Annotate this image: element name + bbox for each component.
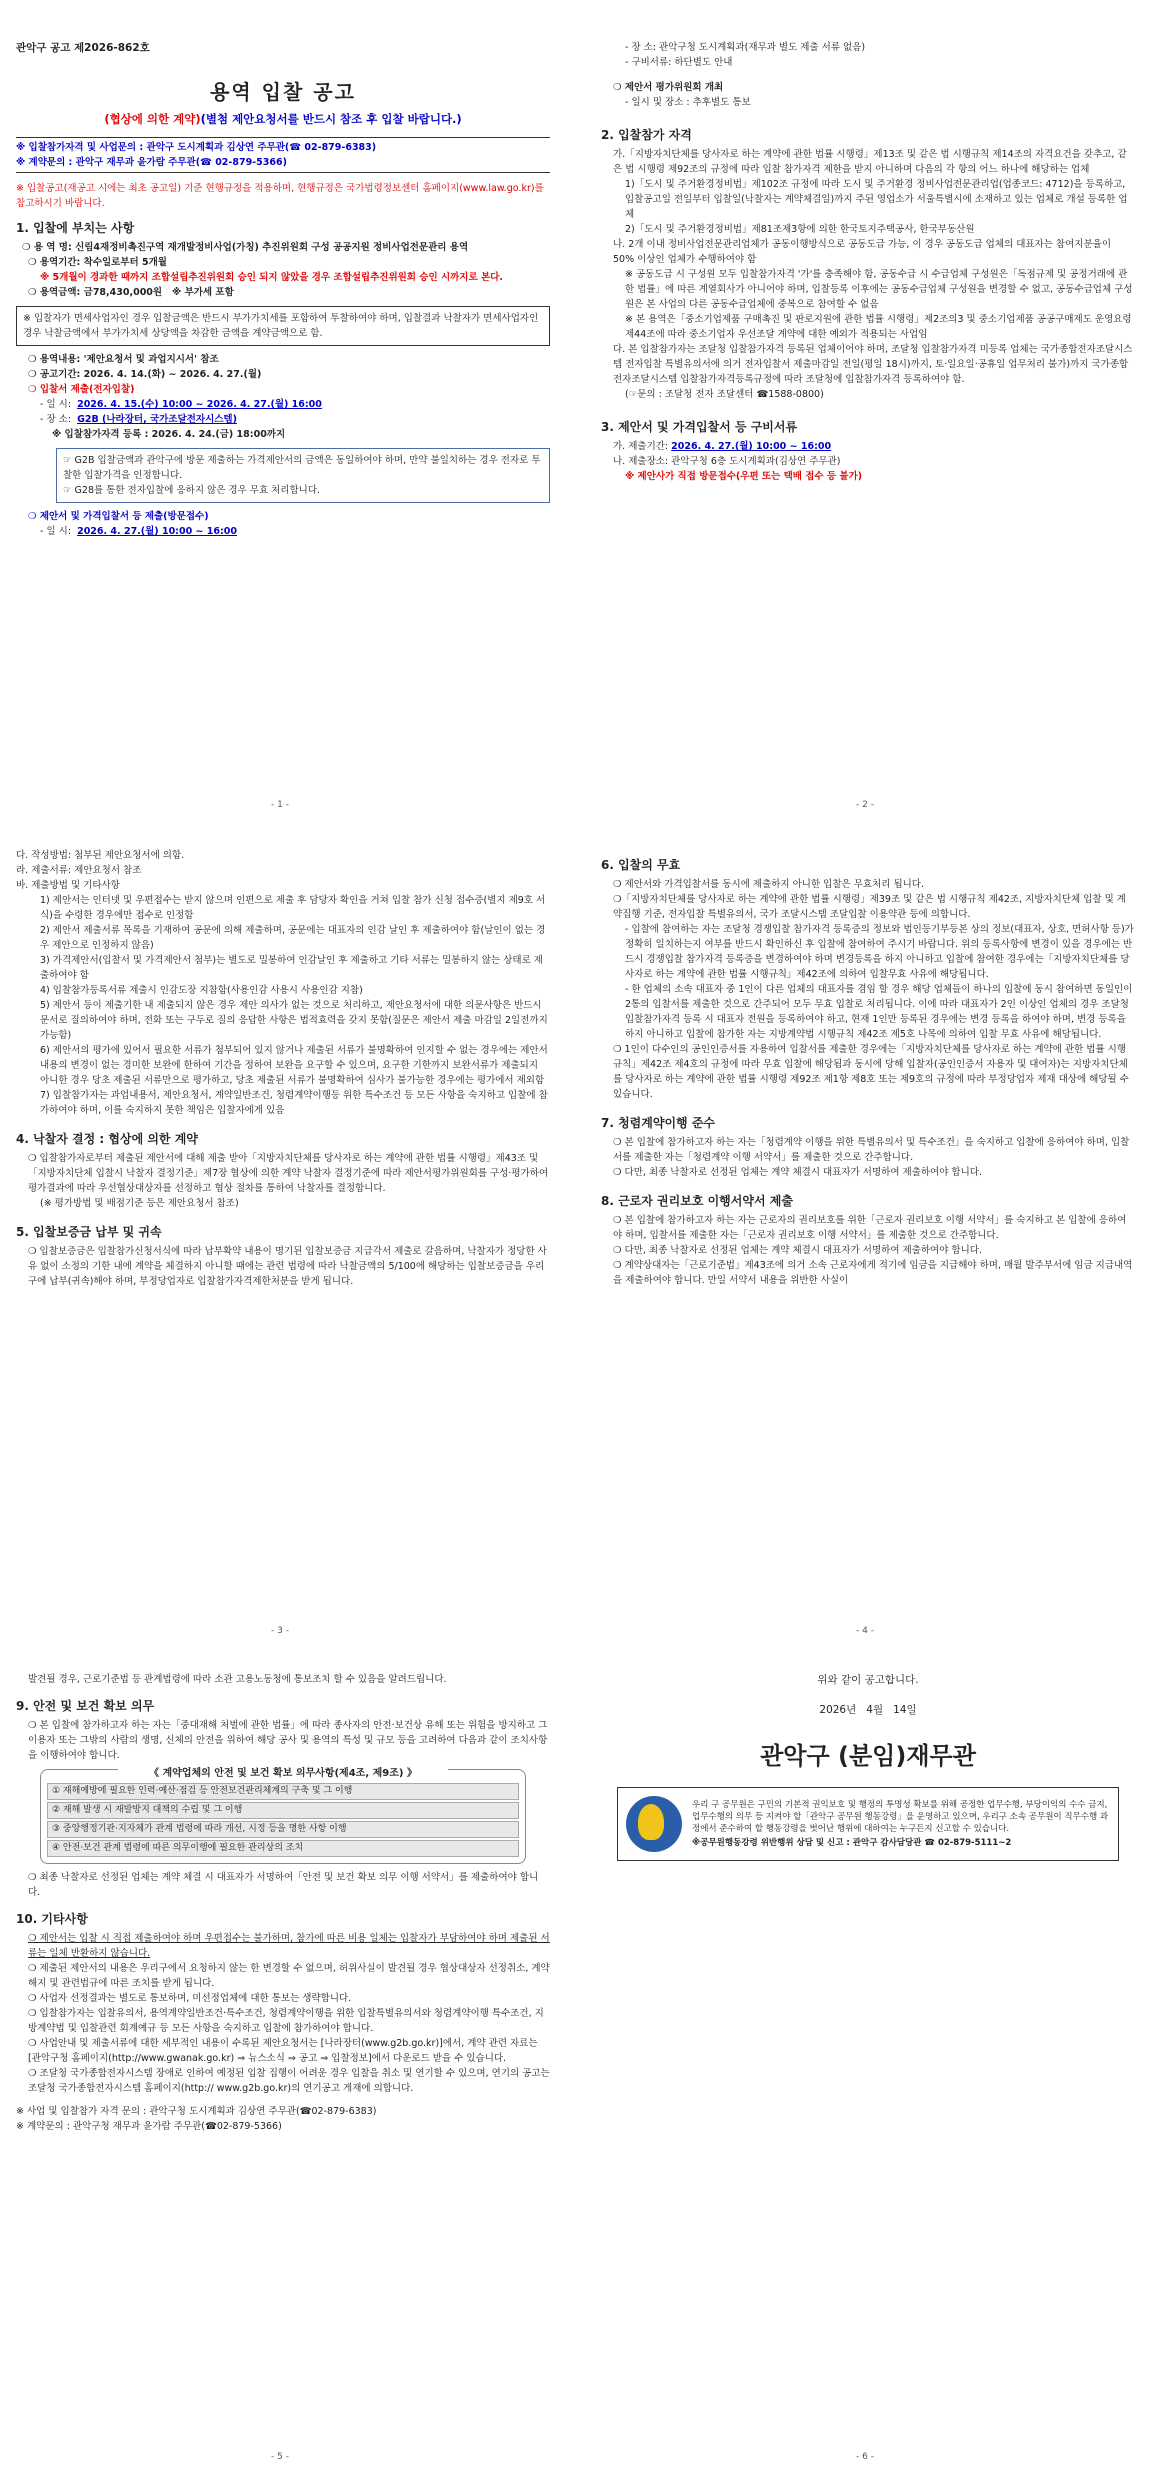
closing-statement: 위와 같이 공고합니다. xyxy=(817,1674,919,1686)
award-decision: ❍ 입찰참가자로부터 제출된 제안서에 대해 제출 받아「지방자치단체를 당사자로 하는 계약에 관한 법률 시행령」제43조 및「지방자치단체 입찰시 낙찰자 결정기준」제7장 협상에 의한 계약 낙찰자 결정기준에 따라 제안서평가위원회를 구성·평가하여 평가결과에 따라 우선협상대상자를 선정하고 협상 절차를 통하여 낙찰자를 결정합니다. xyxy=(28,1153,549,1194)
section-1-heading: 1. 입찰에 부치는 사항 xyxy=(16,221,135,235)
section-9-heading: 9. 안전 및 보건 확보 의무 xyxy=(16,1699,155,1713)
footer-contact-contract: ※ 계약문의 : 관악구청 재무과 윤가람 주무관(☎02-879-5366) xyxy=(16,2121,282,2132)
integrity-1: ❍ 본 입찰에 참가하고자 하는 자는「청렴계약 이행을 위한 특별유의서 및 특수조건」을 숙지하고 입찰에 응하여야 하며, 입찰서를 제출한 자는「청렴계약 이행 서약서」를 제출한 것으로 간주합니다. xyxy=(613,1137,1130,1163)
table-row: ③ 중앙행정기관·지자체가 관계 법령에 따라 개선, 시정 등을 명한 사항 이행 xyxy=(47,1821,519,1838)
visit-date: - 일 시: 2026. 4. 27.(월) 10:00 ~ 16:00 xyxy=(40,526,238,537)
writing-method: 다. 작성방법: 첨부된 제안요청서에 의함. xyxy=(16,850,185,861)
publication-period: ❍ 공고기간: 2026. 4. 14.(화) ~ 2026. 4. 27.(월) xyxy=(28,369,262,380)
submit-item-7: 7) 입찰참가자는 과업내용서, 제안요청서, 계약일반조건, 청렴계약이행등 위한 특수조건 등 모든 사항을 숙지하고 입찰에 참가하여야 하며, 이를 숙지하지 못한 책임은 입찰자에게 있음 xyxy=(40,1090,548,1116)
page-number: - 6 - xyxy=(856,2452,874,2462)
submission-location: 나. 제출장소: 관악구청 6층 도시계획과(김상연 주무관) xyxy=(613,456,841,467)
announcement-date: 2026년 4월 14일 xyxy=(819,1704,917,1716)
period-note: ※ 5개월이 경과한 때까지 조합설립추진위원회 승인 되지 않았을 경우 조합설립추진위원회 승인 시까지로 본다. xyxy=(40,272,503,283)
law-note: ※ 입찰공고(재공고 시에는 최초 공고일) 기준 현행규정을 적용하며, 현행규정은 국가법령정보센터 홈페이지(www.law.go.kr)를 참고하시기 바랍니다. xyxy=(16,183,544,209)
qualification-a: 가.「지방자치단체를 당사자로 하는 계약에 관한 법률 시행령」제13조 및 같은 법 시행규칙 제14조의 자격요건을 갖추고, 같은 법 시행령 제92조의 규정에 따라 입찰 참가자격 제한을 받지 아니하며 다음의 각 항의 어느 하나에 해당하는 업체 xyxy=(613,149,1127,175)
qualification-b-note2: ※ 본 용역은「중소기업제품 구매촉진 및 판로지원에 관한 법률 시행령」제2조의3 및 중소기업제품 공공구매제도 운영요령 제44조에 따라 중소기업자 우선조달 계약에 대한 예외가 적용되는 사업임 xyxy=(625,314,1132,340)
invalid-1: ❍ 제안서와 가격입찰서를 동시에 제출하지 아니한 입찰은 무효처리 됩니다. xyxy=(613,879,925,890)
page-3 xyxy=(0,826,560,1652)
section-7-heading: 7. 청렴계약이행 준수 xyxy=(601,1116,716,1130)
page-1 xyxy=(0,0,560,826)
section-8-heading: 8. 근로자 권리보호 이행서약서 제출 xyxy=(601,1194,793,1208)
page-5 xyxy=(0,1652,560,2478)
misc-3: ❍ 사업자 선정결과는 별도로 통보하며, 미선정업체에 대한 통보는 생략합니다. xyxy=(28,1993,352,2004)
footer-contact-business: ※ 사업 및 입찰참가 자격 문의 : 관악구청 도시계획과 김상연 주무관(☎02-879-6383) xyxy=(16,2106,377,2117)
service-contents: ❍ 용역내용: '제안요청서 및 과업지시서' 참조 xyxy=(28,354,219,365)
visit-only-note: ※ 제안사가 직접 방문접수(우편 또는 택배 접수 등 불가) xyxy=(625,471,863,482)
page-number: - 1 - xyxy=(271,800,289,810)
submission-period: 가. 제출기간: 2026. 4. 27.(월) 10:00 ~ 16:00 xyxy=(613,441,832,452)
safety-pledge: ❍ 최종 낙찰자로 선정된 업체는 계약 체결 시 대표자가 서명하여「안전 및 보건 확보 의무 이행 서약서」를 제출하여야 합니다. xyxy=(28,1872,539,1898)
safety-obligation-table xyxy=(40,1769,526,1864)
issuing-department: 관악구 (분임)재무관 xyxy=(760,1742,976,1770)
safety-duty: ❍ 본 입찰에 참가하고자 하는 자는「중대재해 처벌에 관한 법률」에 따라 종사자의 안전·보건상 유해 또는 위험을 방지하고 그 이용자 또는 그밖의 사람의 생명, 신체의 안전을 위하여 해당 공사 및 용역의 특성 및 규모 등을 고려하여 다음과 같이 조치사항을 이행하여야 합니다. xyxy=(28,1720,548,1761)
g2b-notice-box: ☞ G2B 입찰금액과 관악구에 방문 제출하는 가격제안서의 금액은 동일하여야 하며, 만약 불일치하는 경우 전자로 투찰한 입찰가격을 인정합니다. ☞ G28를 통한 전자입찰에 응하지 않은 경우 무효 처리합니다. xyxy=(56,448,550,503)
section-4-heading: 4. 낙찰자 결정 : 협상에 의한 계약 xyxy=(16,1132,198,1146)
submission-place: - 장 소: 관악구청 도시계획과(재무과 별도 제출 서류 없음) xyxy=(625,42,866,53)
page-number: - 3 - xyxy=(271,1626,289,1636)
submit-item-5: 5) 제안서 등이 제출기한 내 제출되지 않은 경우 제안 의사가 없는 것으로 처리하고, 제안요청서에 대한 의문사항은 반드시 문서로 질의하여야 하며, 전화 또는 구두로 질의 응답한 사항은 법적효력을 갖지 못함(질문은 제안서 제출 마감일 2일전까지 가능함) xyxy=(40,1000,548,1041)
page-number: - 4 - xyxy=(856,1626,874,1636)
worker-rights-3: ❍ 계약상대자는「근로기준법」제43조에 의거 소속 근로자에게 적기에 임금을 지급해야 하며, 매월 발주부서에 임금 지급내역을 제출하여야 합니다. 만일 서약서 내용을 위반한 사실이 xyxy=(613,1260,1133,1286)
section-2-heading: 2. 입찰참가 자격 xyxy=(601,128,692,142)
table-row: ④ 안전·보건 관계 법령에 따른 의무이행에 필요한 관리상의 조치 xyxy=(47,1840,519,1857)
page-4 xyxy=(585,826,1145,1652)
invalid-4: - 한 업체의 소속 대표자 중 1인이 다른 업체의 대표자를 겸임 할 경우 해당 업체들이 하나의 입찰에 동시 참여하면 동일인이 2통의 입찰서를 제출한 것으로 간주되어 모두 무효 입찰로 처리됩니다. 이에 따라 대표자가 2인 이상인 업체의 경우 조달청 입찰참가자격 등록 시 대표자 전원을 등록하여야 하고, 현재 1인만 등록된 경우에는 변경 등록을 하여야 하며, 변경 등록을 하지 아니하고 입찰에 참가한 자는 지방계약법 시행규칙 제42조 제5호 나목에 의하여 입찰 무효 사유에 해당됩니다. xyxy=(625,984,1133,1040)
qualification-c: 다. 본 입찰참가자는 조달청 입찰참가자격 등록된 업체이어야 하며, 조달청 입찰참가자격 미등록 업체는 국가종합전자조달시스템 전자입찰 특별유의서에 의거 전자입찰서 제출마감일 전일(평일 18시)까지, 토·일요일·공휴일 업무처리 불가)까지 국가종합전자조달시스템 입찰참가자격등록규정에 따라 조달청에 입찰참가자격 등록하여야 함. xyxy=(613,344,1133,385)
section-10-heading: 10. 기타사항 xyxy=(16,1912,88,1926)
submit-item-6: 6) 제안서의 평가에 있어서 필요한 서류가 첨부되어 있지 않거나 제출된 서류가 불명확하여 인지할 수 없는 경우에는 제안서 내용의 변경이 없는 경미한 보완에 한하여 기간을 정하여 보완을 요구할 수 있으며, 요구한 기한까지 보완서류가 제출되지 아니한 경우 당초 제출된 서류만으로 평가하고, 당초 제출된 서류가 불명확하여 심사가 불가능한 경우에는 평가에서 제외함 xyxy=(40,1045,548,1086)
contact-line-contract: ※ 계약문의 : 관악구 재무과 윤가람 주무관(☎ 02-879-5366) xyxy=(16,157,287,168)
service-name: ❍ 용 역 명: 신림4재정비촉진구역 재개발정비사업(가칭) 추진위원회 구성 공공지원 정비사업전문관리 용역 xyxy=(22,242,469,253)
contact-line-business: ※ 입찰참가자격 및 사업문의 : 관악구 도시계획과 김상연 주무관(☎ 02-879-6383) xyxy=(16,142,377,153)
invalid-5: ❍ 1인이 다수인의 공인인증서를 자용하여 입찰서를 제출한 경우에는「지방자치단체를 당사자로 하는 계약에 관한 법률 시행규칙」제42조 제4호의 규정에 따라 무효 입찰에 해당됨과 동시에 당해 입찰자(공인인증서 자용자 및 대여자)는 지방자치단체를 당사자로 하는 계약에 관한 법률 시행령 제92조 제1항 제8호 또는 제9호의 규정에 따라 부정당업자 제재 대상에 해당될 수 있습니다. xyxy=(613,1044,1129,1100)
misc-4: ❍ 입찰참가자는 입찰유의서, 용역계약일반조건·특수조건, 청렴계약이행을 위한 입찰특별유의서와 청렴계약이행 특수조건, 지방계약법 및 입찰관련 회계예규 등 모든 사항을 숙지하고 입찰에 참가하여야 합니다. xyxy=(28,2008,544,2034)
vat-notice-box: ※ 입찰자가 면세사업자인 경우 입찰금액은 반드시 부가가치세를 포함하여 투찰하여야 하며, 입찰결과 낙찰자가 면세사업자인 경우 낙찰금액에서 부가가치세 상당액을 차감한 금액을 계약금액으로 함. xyxy=(16,306,550,346)
submit-item-2: 2) 제안서 제출서류 목록을 기재하여 공문에 의해 제출하며, 공문에는 대표자의 인감 날인 후 제출하여야 함(날인이 없는 경우 제안으로 인정하지 않음) xyxy=(40,925,546,951)
award-note: (※ 평가방법 및 배점기준 등은 제안요청서 참조) xyxy=(40,1198,239,1209)
service-period: ❍ 용역기간: 착수일로부터 5개월 xyxy=(28,257,167,268)
submit-item-4: 4) 입찰참가등록서류 제출시 인감도장 지참함(사용인감 사용시 사용인감 지참) xyxy=(40,985,363,996)
qualification-a1: 1)「도시 및 주거환경정비법」제102조 규정에 따라 도시 및 주거환경 정비사업전문관리업(업종코드: 4712)을 등록하고, 입찰공고일 전일부터 입찰일(낙찰자는 계약체결일)까지 주된 영업소가 서울특별시에 소재하고 있는 업체로 개설 등록한 업체 xyxy=(625,179,1128,220)
notice-title: 용역 입찰 공고 xyxy=(210,80,356,104)
misc-2: ❍ 제출된 제안서의 내용은 우리구에서 요청하지 않는 한 변경할 수 없으며, 허위사실이 발견될 경우 협상대상자 선정취소, 계약해지 및 관련법규에 따른 조치를 받게 됩니다. xyxy=(28,1963,550,1989)
misc-5: ❍ 사업안내 및 제출서류에 대한 세부적인 내용이 수록된 제안요청서는 [나라장터(www.g2b.go.kr)]에서, 계약 관련 자료는 [관악구청 홈페이지(http://www.gwanak.go.kr) ⇒ 뉴스소식 ⇒ 공고 ⇒ 입찰정보]에서 다운로드 받을 수 있습니다. xyxy=(28,2038,538,2064)
ethics-notice-text: 우리 구 공무원은 구민의 기본적 권익보호 및 행정의 투명성 확보를 위해 공정한 업무수행, 부당이익의 수수 금지, 업무수행의 의무 등 지켜야 할「관악구 공무원 행동강령」을 운영하고 있으며, 우리구 소속 공무원이 직무수행 과정에서 준수하여 할 행동강령을 벗어난 행위에 대하여는 누구든지 신고할 수 있습니다. xyxy=(692,1800,1109,1834)
required-docs: - 구비서류: 하단별도 안내 xyxy=(625,57,733,68)
eval-committee: ❍ 제안서 평가위원회 개최 xyxy=(613,82,724,93)
submit-item-1: 1) 제안서는 인터넷 및 우편접수는 받지 않으며 인편으로 제출 후 담당자 확인을 거쳐 입찰 참가 신청 접수증(별지 제9호 서식)을 수령한 경우에만 접수로 인정함 xyxy=(40,895,546,921)
misc-1: ❍ 제안서는 입찰 시 직접 제출하여야 하며 우편접수는 불가하며, 참가에 따른 비용 일체는 입찰자가 부담하여야 하며 제출된 서류는 일체 반환하지 않습니다. xyxy=(28,1933,550,1959)
table-row: ② 재해 발생 시 재발방지 대책의 수립 및 그 이행 xyxy=(47,1802,519,1819)
service-amount: ❍ 용역금액: 금78,430,000원 ※ 부가세 포함 xyxy=(28,287,234,298)
bid-bond: ❍ 입찰보증금은 입찰참가신청서식에 따라 납부확약 내용이 명기된 입찰보증금 지급각서 제출로 갈음하며, 낙찰자가 정당한 사유 없이 소정의 기한 내에 계약을 체결하지 아니할 때에는 관련 법령에 따라 낙찰금액의 5/100에 해당하는 입찰보증금을 우리 구에 납부(귀속)해야 하며, 부정당업자로 입찰참가자격제한처분을 받게 됩니다. xyxy=(28,1246,547,1287)
submit-method: 바. 제출방법 및 기타사항 xyxy=(16,880,120,891)
page-number: - 2 - xyxy=(856,800,874,810)
eval-note: - 일시 및 장소 : 추후별도 통보 xyxy=(625,97,751,108)
safety-table-title: 《 계약업체의 안전 및 보건 확보 의무사항(제4조, 제9조) 》 xyxy=(118,1764,448,1779)
notice-number: 관악구 공고 제2026-862호 xyxy=(16,42,150,54)
page-6 xyxy=(585,1652,1145,2478)
bid-date: - 일 시: 2026. 4. 15.(수) 10:00 ~ 2026. 4. 27.(월) 16:00 xyxy=(40,399,322,410)
visit-submission-heading: ❍ 제안서 및 가격입찰서 등 제출(방문접수) xyxy=(28,511,209,522)
qualification-b: 나. 2개 이내 정비사업전문관리업체가 공동이행방식으로 공동도급 가능, 이 경우 공동도급 업체의 대표자는 참여지분율이 50% 이상인 업체가 수행하여야 함 xyxy=(613,239,1111,265)
page-2 xyxy=(585,0,1145,826)
qualification-b-note1: ※ 공동도급 시 구성원 모두 입찰참가자격 '가'를 충족해야 함, 공동수급 시 수급업체 구성원은「독점규제 및 공정거래에 관한 법률」에 따른 계열회사가 아니어야 하며, 입찰등록 이후에는 공동수급업체 구성원을 변경할 수 없고, 공동수급업체 구성원은 본 사업의 다른 공동수급업체에 중복으로 참여할 수 없음 xyxy=(625,269,1133,310)
submit-item-3: 3) 가격제안서(입찰서 및 가격제안서 첨부)는 별도로 밀봉하여 인감날인 후 제출하고 기타 서류는 밀봉하지 않는 상태로 제출하여야 함 xyxy=(40,955,543,981)
qualification-a2: 2)「도시 및 주거환경정비법」제81조제3항에 의한 한국토지주택공사, 한국부동산원 xyxy=(625,224,975,235)
worker-rights-1: ❍ 본 입찰에 참가하고자 하는 자는 근로자의 권리보호를 위한「근로자 권리보호 이행 서약서」를 숙지하고 본 입찰에 응하여야 하며, 입찰서를 제출한 자는「근로자 권리보호 이행 서약서」를 제출한 것으로 간주합니다. xyxy=(613,1215,1127,1241)
misc-6: ❍ 조달청 국가종합전자시스템 장애로 인하여 예정된 입찰 집행이 어려운 경우 입찰을 취소 및 연기할 수 있으며, 연기의 공고는 조달청 국가종합전자시스템 홈페이지(http:// www.g2b.go.kr)의 연기공고 게재에 의합니다. xyxy=(28,2068,550,2094)
invalid-3: - 입찰에 참여하는 자는 조달청 경쟁입찰 참가자격 등록증의 정보와 법인등기부등본 상의 정보(대표자, 상호, 면허사항 등)가 정확히 일치하는지 여부를 반드시 확인하신 후 입찰에 참여하여 주시기 바랍니다. 위의 등록사항에 변경이 있을 경우에는 반드시 경쟁입찰 참가자격 등록증을 변경하여야 하며 변경등록을 하지 아니하고 입찰에 참여한 경우에는「지방자치단체를 당사자로 하는 계약에 관한 법률 시행규칙」제42조에 의하여 입찰무효 사유에 해당됩니다. xyxy=(625,924,1134,980)
section-6-heading: 6. 입찰의 무효 xyxy=(601,858,681,872)
invalid-2: ❍「지방자치단체를 당사자로 하는 계약에 관한 법률 시행령」제39조 및 같은 법 시행규칙 제42조, 지방자치단체 입찰 및 계약집행 기준, 전자입찰 특별유의서, 국가 조달시스템 조달입찰 이용약관 등에 의합니다. xyxy=(613,894,1126,920)
ethics-contact: ※공무원행동강령 위반행위 상담 및 신고 : 관악구 감사담당관 ☎ 02-879-5111~2 xyxy=(692,1838,1012,1848)
qualification-c-note: (☞문의 : 조달청 전자 조달센터 ☎1588-0800) xyxy=(625,389,824,400)
electronic-bid-heading: ❍ 입찰서 제출(전자입찰) xyxy=(28,384,135,395)
worker-rights-2: ❍ 다만, 최종 낙찰자로 선정된 업체는 계약 체결시 대표자가 서명하여 제출하여야 합니다. xyxy=(613,1245,982,1256)
integrity-logo-icon xyxy=(626,1796,682,1852)
page-number: - 5 - xyxy=(271,2452,289,2462)
integrity-2: ❍ 다만, 최종 낙찰자로 선정된 업체는 계약 체결시 대표자가 서명하여 제출하여야 합니다. xyxy=(613,1167,982,1178)
notice-subtitle: (협상에 의한 계약)(별첨 제안요청서를 반드시 참조 후 입찰 바랍니다.) xyxy=(104,112,462,126)
documents: 라. 제출서류: 제안요청서 참조 xyxy=(16,865,142,876)
worker-rights-continued: 발견될 경우, 근로기준법 등 관계법령에 따라 소관 고용노동청에 통보조치 할 수 있음을 알려드립니다. xyxy=(28,1674,447,1685)
ethics-notice-box xyxy=(617,1787,1119,1861)
section-3-heading: 3. 제안서 및 가격입찰서 등 구비서류 xyxy=(601,420,798,434)
registration-deadline: ※ 입찰참가자격 등록 : 2026. 4. 24.(금) 18:00까지 xyxy=(52,429,286,440)
section-5-heading: 5. 입찰보증금 납부 및 귀속 xyxy=(16,1225,162,1239)
bid-place: - 장 소: G2B (나라장터, 국가조달전자시스템) xyxy=(40,414,237,425)
table-row: ① 재해예방에 필요한 인력·예산·점검 등 안전보건관리체계의 구축 및 그 이행 xyxy=(47,1783,519,1800)
